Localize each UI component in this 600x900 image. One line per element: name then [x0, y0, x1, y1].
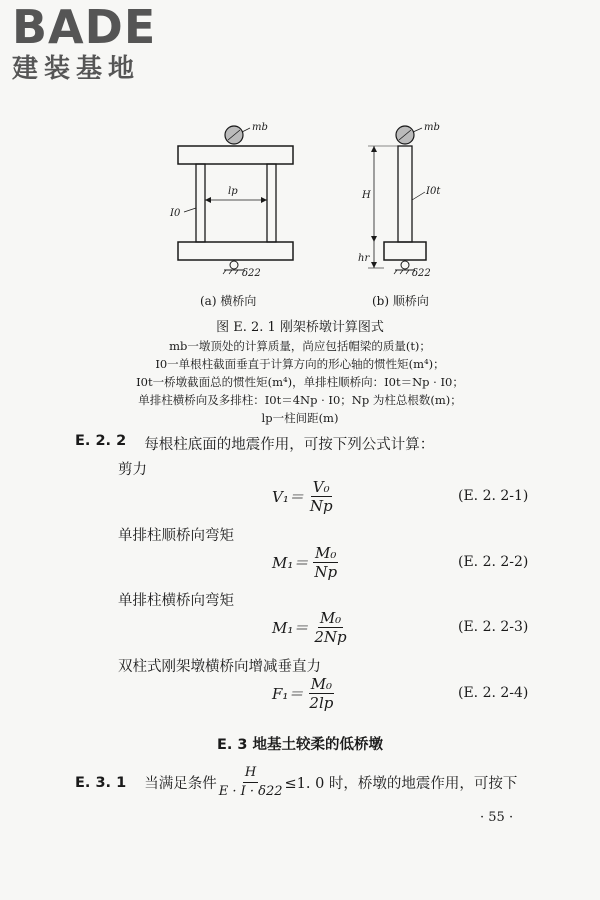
label-hr: hr: [358, 253, 370, 264]
equation-lhs: M₁＝: [272, 554, 309, 572]
section-e31-suffix: ≤1. 0 时，桥墩的地震作用，可按下: [284, 776, 518, 792]
cap-beam-a: [178, 146, 293, 164]
fraction: [312, 544, 339, 581]
section-e31-prefix: 当满足条件: [144, 776, 217, 792]
label-I0t: I0t: [426, 186, 441, 197]
diagram-b: [358, 122, 441, 279]
fraction-denominator: Np: [314, 563, 338, 581]
column-b: [398, 146, 412, 242]
equation-lhs: M₁＝: [272, 619, 309, 637]
fraction-numerator: M₀: [319, 609, 342, 627]
legend-line: lp一柱间距(m): [261, 411, 339, 425]
fraction-numerator: V₀: [312, 478, 330, 496]
fraction-numerator: H: [243, 764, 258, 783]
section-e3-title: E. 3 地基土较柔的低桥墩: [216, 737, 384, 753]
label-I0: I0: [170, 208, 181, 219]
section-e22-text: 每根柱底面的地震作用，可按下列公式计算：: [144, 437, 435, 453]
equation-number: (E. 2. 2-2): [458, 554, 529, 570]
subcaption-a: (a) 横桥向: [200, 294, 257, 308]
legend-line: I0一单根柱截面垂直于计算方向的形心轴的惯性矩(m⁴)；: [155, 357, 445, 371]
section-e31-number: E. 3. 1: [75, 774, 127, 791]
equation: [272, 478, 335, 515]
equation: [272, 544, 339, 581]
label-lp: lp: [228, 186, 238, 197]
fraction-denominator: 2lp: [309, 694, 334, 712]
label-mb-a: mb: [252, 122, 268, 133]
fraction: [312, 609, 348, 646]
logo-wordmark: BADE: [12, 0, 157, 54]
item-label: 单排柱横桥向弯矩: [118, 593, 234, 609]
legend-line: mb一墩顶处的计算质量，尚应包括帽梁的质量(t)；: [169, 339, 431, 353]
page-number: · 55 ·: [480, 810, 514, 825]
equation: [272, 675, 335, 712]
legend-line: I0t一桥墩截面总的惯性矩(m⁴)，单排柱顺桥向：I0t＝Np · I0；: [136, 375, 464, 389]
spring-support-icon-b: [401, 261, 409, 269]
fraction: [217, 764, 285, 801]
item-label: 单排柱顺桥向弯矩: [118, 528, 234, 544]
diagram-a: [169, 122, 293, 279]
equation-number: (E. 2. 2-1): [458, 488, 529, 504]
fraction-denominator: E · I · δ22: [218, 784, 283, 799]
footing-b: [384, 242, 426, 260]
section-e22-number: E. 2. 2: [75, 433, 127, 449]
footing-a: [178, 242, 293, 260]
equation-number: (E. 2. 2-3): [458, 619, 529, 635]
logo-subtitle: 建装基地: [12, 54, 141, 84]
frame-pier-diagram: [150, 118, 470, 288]
subcaption-b: (b) 顺桥向: [372, 294, 429, 308]
equation: [272, 609, 349, 646]
fraction: [307, 675, 335, 712]
label-H: H: [362, 190, 371, 201]
label-mb-b: mb: [424, 122, 440, 133]
fraction-denominator: 2Np: [314, 628, 347, 646]
legend-line: 单排柱横桥向及多排柱：I0t＝4Np · I0；Np 为柱总根数(m)；: [138, 393, 462, 407]
equation-number: (E. 2. 2-4): [458, 685, 529, 701]
fraction-numerator: M₀: [315, 544, 337, 562]
fraction-denominator: Np: [309, 497, 333, 515]
label-delta-a: δ22: [242, 268, 261, 279]
spring-support-icon-a: [230, 261, 238, 269]
fraction: [308, 478, 335, 515]
label-delta-b: δ22: [412, 268, 431, 279]
item-label: 双柱式刚架墩横桥向增减垂直力: [118, 659, 321, 675]
figure-title: 图 E. 2. 1 刚架桥墩计算图式: [216, 320, 384, 335]
fraction-numerator: M₀: [310, 675, 333, 693]
column-right: [267, 164, 276, 242]
item-label: 剪力: [118, 462, 147, 478]
section-e22: [75, 433, 434, 454]
column-left: [196, 164, 205, 242]
section-e31: [75, 764, 517, 801]
equation-lhs: V₁＝: [272, 488, 304, 506]
equation-lhs: F₁＝: [272, 685, 304, 703]
